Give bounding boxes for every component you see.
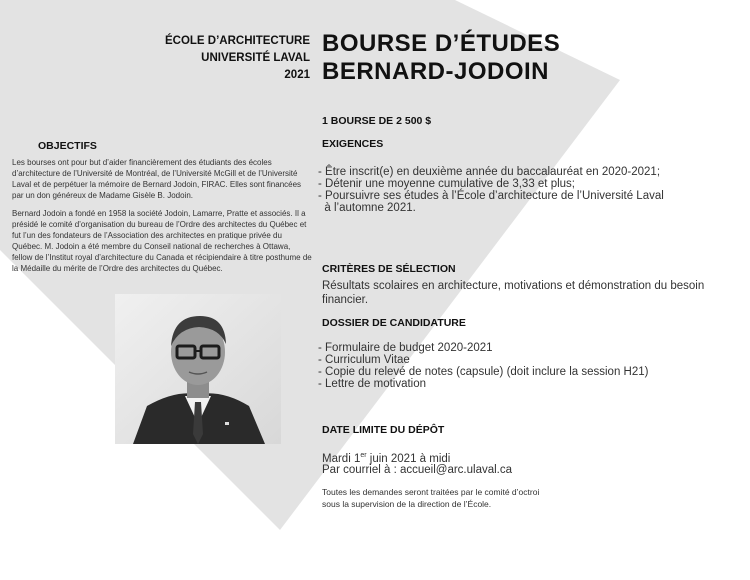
school-line-1: ÉCOLE D’ARCHITECTURE xyxy=(164,35,310,47)
exigences-heading: EXIGENCES xyxy=(322,138,384,150)
date-prefix: Mardi 1 xyxy=(322,452,361,465)
objectifs-heading: OBJECTIFS xyxy=(38,140,97,152)
date-limite-line-2: Par courriel à : accueil@arc.ulaval.ca xyxy=(322,464,513,476)
objectifs-paragraph-2: Bernard Jodoin a fondé en 1958 la société Jodoin, Lamarre, Pratte et associés. Il a présidé le comité d’organisation du bureau de l’Ordre des architectes du Québec et fut l’un des fondateurs de l’Association des architectes en pratique privée du Québec. M. Jodoin a été membre du Conseil national de recherches à Ottawa, fellow de l’Institut royal d’architecture du Canada et récipiendaire à titre posthume de la Médaille du mérite de l’Ordre des architectes du Québec. xyxy=(12,209,312,273)
list-item: - Formulaire de budget 2020-2021 xyxy=(318,342,493,354)
school-name xyxy=(165,33,310,84)
note-line-1: Toutes les demandes seront traitées par le comité d’octroi xyxy=(322,487,540,497)
bourse-amount: 1 BOURSE DE 2 500 $ xyxy=(322,115,432,127)
date-superscript: er xyxy=(360,452,367,459)
list-item: - Lettre de motivation xyxy=(318,378,427,390)
school-line-2: UNIVERSITÉ LAVAL xyxy=(201,52,310,64)
list-item: à l’automne 2021. xyxy=(318,202,416,214)
list-item: - Curriculum Vitae xyxy=(318,354,410,366)
note-line-2: sous la supervision de la direction de l’École. xyxy=(322,499,492,509)
title-line-1: BOURSE D’ÉTUDES xyxy=(322,30,561,57)
objectifs-paragraph-1: Les bourses ont pour but d’aider financièrement des étudiants des écoles d’architecture de l’Université de Montréal, de l’Université McGill et de l’Université Laval et de perpétuer la mémoire de Bernard Jodoin, FIRAC. Elles sont financées par un don généreux de Madame Gisèle B. Jodoin. xyxy=(12,158,302,200)
list-item: - Être inscrit(e) en deuxième année du baccalauréat en 2020-2021; xyxy=(318,166,661,178)
school-year: 2021 xyxy=(284,69,310,81)
page-title xyxy=(322,30,560,86)
list-item: - Copie du relevé de notes (capsule) (doit inclure la session H21) xyxy=(318,366,649,378)
dossier-list xyxy=(318,342,648,390)
date-limite-heading: DATE LIMITE DU DÉPÔT xyxy=(322,424,445,436)
criteres-heading: CRITÈRES DE SÉLECTION xyxy=(322,263,456,275)
criteres-text: Résultats scolaires en architecture, motivations et démonstration du besoin financier. xyxy=(322,280,705,306)
list-item: - Poursuivre ses études à l’École d’architecture de l’Université Laval xyxy=(318,190,664,202)
title-line-2: BERNARD-JODOIN xyxy=(322,58,550,85)
dossier-heading: DOSSIER DE CANDIDATURE xyxy=(322,317,466,329)
exigences-list xyxy=(318,166,664,214)
date-suffix: juin 2021 à midi xyxy=(366,452,451,465)
portrait-photo xyxy=(115,294,281,444)
list-item: - Détenir une moyenne cumulative de 3,33 et plus; xyxy=(318,178,575,190)
